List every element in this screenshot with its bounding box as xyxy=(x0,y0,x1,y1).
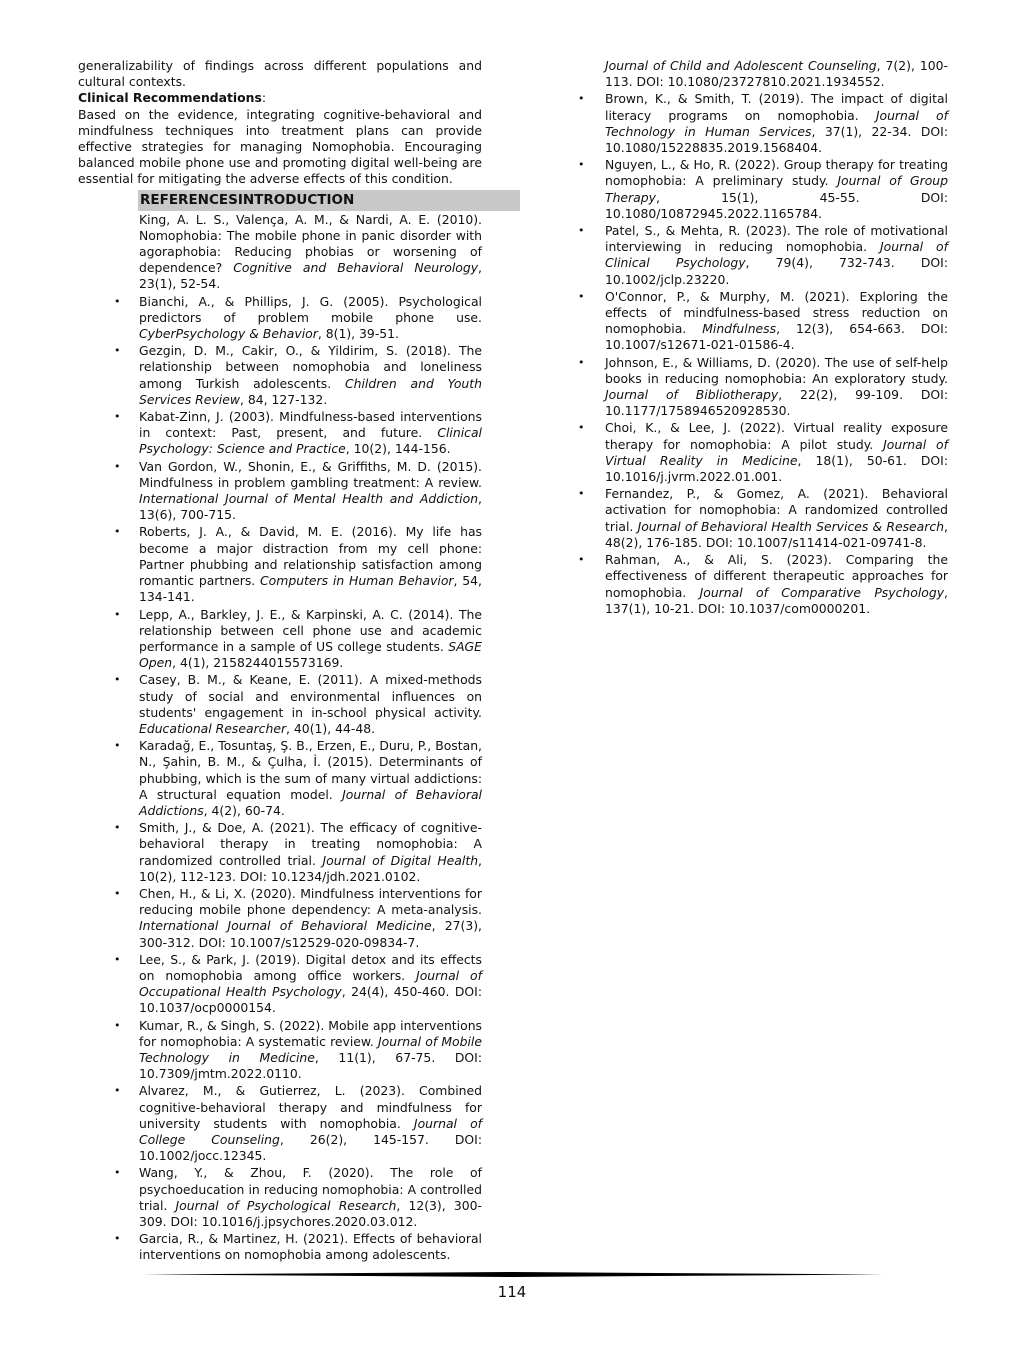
reference-journal: Journal of Child and Adolescent Counseling xyxy=(605,58,877,73)
reference-item xyxy=(578,91,948,156)
reference-text: Lepp, A., Barkley, J. E., & Karpinski, A. C. (2014). The relationship between cell phone use and academic performance in a sample of US college students. xyxy=(139,606,482,654)
reference-item xyxy=(78,212,482,293)
reference-journal: Journal of Digital Health xyxy=(322,852,479,868)
reference-text: Van Gordon, W., Shonin, E., & Griffiths, M. D. (2015). Mindfulness in problem gambling treatment: A review. xyxy=(139,458,482,490)
reference-details: , 37(1), 22-34. DOI: 10.1080/15228835.2019.1568404. xyxy=(605,123,949,156)
reference-journal: Journal of Mobile Technology in Medicine xyxy=(139,1033,482,1065)
reference-item xyxy=(78,524,482,605)
footer-rule xyxy=(142,1272,884,1277)
reference-text: Brown, K., & Smith, T. (2019). The impact of digital literacy programs on nomophobia. xyxy=(605,91,948,123)
reference-details: , 137(1), 10-21. DOI: 10.1037/com0000201. xyxy=(605,584,948,616)
reference-details: , 7(2), 100-113. DOI: 10.1080/23727810.2021.1934552. xyxy=(605,58,949,90)
reference-item xyxy=(78,409,482,458)
reference-details: , 11(1), 67-75. DOI: 10.7309/jmtm.2022.0110. xyxy=(139,1049,482,1082)
clinical-heading-colon: : xyxy=(261,90,267,106)
reference-details: , 22(2), 99-109. DOI: 10.1177/1758946520928530. xyxy=(605,387,948,419)
reference-text: Lee, S., & Park, J. (2019). Digital detox and its effects on nomophobia among office workers. xyxy=(139,951,482,983)
reference-item xyxy=(578,289,948,354)
reference-item xyxy=(78,294,482,343)
reference-item xyxy=(578,552,948,617)
reference-item xyxy=(578,223,948,288)
reference-details: , 27(3), 300-312. DOI: 10.1007/s12529-020-09834-7. xyxy=(139,918,482,950)
reference-text: Smith, J., & Doe, A. (2021). The efficacy of cognitive-behavioral therapy in treating nomophobia: A randomized controlled trial. xyxy=(139,820,482,868)
reference-text: Rahman, A., & Ali, S. (2023). Comparing the effectiveness of different therapeutic approaches for nomophobia. xyxy=(605,552,948,600)
reference-item xyxy=(78,607,482,672)
reference-text: Bianchi, A., & Phillips, J. G. (2005). Psychological predictors of problem mobile phone use. xyxy=(139,293,482,325)
reference-text: Gezgin, D. M., Cakir, O., & Yildirim, S. (2018). The relationship between nomophobia and loneliness among Turkish adolescents. xyxy=(139,343,482,391)
reference-details: , 15(1), 45-55. DOI: 10.1080/10872945.2022.1165784. xyxy=(605,189,948,221)
reference-item xyxy=(578,58,948,90)
reference-journal: Cognitive and Behavioral Neurology xyxy=(233,260,479,276)
reference-item xyxy=(78,886,482,951)
reference-text: Fernandez, P., & Gomez, A. (2021). Behavioral activation for nomophobia: A randomized controlled trial. xyxy=(605,486,948,534)
reference-item xyxy=(578,355,948,420)
reference-journal: Journal of Comparative Psychology xyxy=(699,584,945,600)
reference-item xyxy=(578,420,948,485)
reference-item xyxy=(78,1018,482,1083)
reference-journal: Clinical Psychology: Science and Practice xyxy=(139,425,482,457)
reference-text: Alvarez, M., & Gutierrez, L. (2023). Combined cognitive-behavioral therapy and mindfulness for university students with nomophobia. xyxy=(139,1083,482,1131)
reference-text: Nguyen, L., & Ho, R. (2022). Group therapy for treating nomophobia: A preliminary study. xyxy=(605,157,948,189)
reference-text: Casey, B. M., & Keane, E. (2011). A mixed-methods study of social and environmental influences on students' engagement in in-school physical activity. xyxy=(139,672,482,720)
reference-item xyxy=(78,1165,482,1230)
reference-text: Roberts, J. A., & David, M. E. (2016). My life has become a major distraction from my cell phone: Partner phubbing and relationship satisfaction among romantic partners. xyxy=(139,524,482,589)
reference-item xyxy=(78,1231,482,1263)
reference-journal: International Journal of Behavioral Medicine xyxy=(139,918,432,934)
reference-text: Kumar, R., & Singh, S. (2022). Mobile app interventions for nomophobia: A systematic review. xyxy=(139,1017,482,1049)
reference-details: , 79(4), 732-743. DOI: 10.1002/jclp.23220. xyxy=(605,255,948,287)
reference-item xyxy=(578,157,948,222)
reference-text: Choi, K., & Lee, J. (2022). Virtual reality exposure therapy for nomophobia: A pilot study. xyxy=(605,420,948,452)
reference-details: , 40(1), 44-48. xyxy=(286,720,376,736)
reference-details: , 10(2), 144-156. xyxy=(345,441,451,457)
reference-item xyxy=(78,459,482,524)
reference-item xyxy=(78,738,482,819)
reference-item xyxy=(78,343,482,408)
reference-journal: Journal of Technology in Human Services xyxy=(605,107,948,139)
footer-rule-shape xyxy=(142,1272,884,1277)
reference-journal: Educational Researcher xyxy=(139,720,287,736)
reference-journal: Journal of Bibliotherapy xyxy=(605,387,779,403)
reference-details: , 8(1), 39-51. xyxy=(317,326,399,342)
reference-details: , 54, 134-141. xyxy=(139,573,482,605)
reference-item xyxy=(78,820,482,885)
reference-item xyxy=(78,672,482,737)
reference-journal: Computers in Human Behavior xyxy=(260,573,454,589)
reference-text: Johnson, E., & Williams, D. (2020). The use of self-help books in reducing nomophobia: An exploratory study. xyxy=(605,354,948,386)
reference-text: O'Connor, P., & Murphy, M. (2021). Exploring the effects of mindfulness-based stress reduction on nomophobia. xyxy=(605,288,948,337)
reference-details: , 13(6), 700-715. xyxy=(139,491,482,523)
reference-journal: CyberPsychology & Behavior xyxy=(139,326,318,342)
reference-details: , 18(1), 50-61. DOI: 10.1016/j.jvrm.2022.01.001. xyxy=(605,452,949,485)
reference-details: , 23(1), 52-54. xyxy=(139,260,482,292)
reference-details: , 12(3), 300-309. DOI: 10.1016/j.jpsychores.2020.03.012. xyxy=(139,1197,482,1230)
reference-text: Chen, H., & Li, X. (2020). Mindfulness interventions for reducing mobile phone dependency: A meta-analysis. xyxy=(139,885,482,918)
reference-journal: Journal of Group Therapy xyxy=(605,173,948,205)
reference-journal: Journal of College Counseling xyxy=(139,1115,483,1147)
page-number: 114 xyxy=(497,1283,527,1301)
reference-journal: Journal of Clinical Psychology xyxy=(605,239,948,271)
references-list-right xyxy=(578,58,948,617)
reference-journal: Journal of Behavioral Addictions xyxy=(139,786,482,818)
reference-item xyxy=(78,1083,482,1164)
reference-text: Kabat-Zinn, J. (2003). Mindfulness-based interventions in context: Past, present, and future. xyxy=(139,409,482,441)
reference-item xyxy=(578,486,948,551)
reference-text: Karadağ, E., Tosuntaş, Ş. B., Erzen, E., Duru, P., Bostan, N., Şahin, B. M., & Çulha, İ. (2015). Determinants of phubbing, which is the sum of many virtual addictions: A structural equation model. xyxy=(139,738,482,802)
reference-journal: Children and Youth Services Review xyxy=(139,375,482,407)
references-list-left xyxy=(78,212,482,1264)
reference-journal: International Journal of Mental Health and Addiction xyxy=(139,491,479,507)
reference-details: , 26(2), 145-157. DOI: 10.1002/jocc.12345. xyxy=(139,1132,483,1164)
reference-details: , 4(1), 2158244015573169. xyxy=(172,655,344,671)
reference-text: Garcia, R., & Martinez, H. (2021). Effects of behavioral interventions on nomophobia among adolescents. xyxy=(139,1231,482,1263)
reference-details: , 10(2), 112-123. DOI: 10.1234/jdh.2021.0102. xyxy=(139,852,482,884)
clinical-recommendations-text: Based on the evidence, integrating cognitive-behavioral and mindfulness techniques into treatment plans can provide effective strategies for managing Nomophobia. Encouraging balanced mobile phone use and promoting digital well-being are essential for mitigating the adverse effects of this condition. xyxy=(78,106,482,187)
references-heading: REFERENCESINTRODUCTION xyxy=(138,190,520,211)
reference-details: , 48(2), 176-185. DOI: 10.1007/s11414-021-09741-8. xyxy=(605,518,948,550)
clinical-recommendations-heading xyxy=(78,90,482,106)
reference-item xyxy=(78,952,482,1017)
left-column xyxy=(78,58,482,1265)
reference-details: , 24(4), 450-460. DOI: 10.1037/ocp0000154. xyxy=(139,984,482,1016)
reference-text: Patel, S., & Mehta, R. (2023). The role of motivational interviewing in reducing nomophobia. xyxy=(605,223,948,255)
reference-details: , 84, 127-132. xyxy=(239,391,328,407)
reference-text: King, A. L. S., Valença, A. M., & Nardi, A. E. (2010). Nomophobia: The mobile phone in panic disorder with agoraphobia: Reducing phobias or worsening of dependence? xyxy=(139,211,482,276)
reference-journal: Mindfulness xyxy=(702,321,777,337)
reference-journal: Journal of Behavioral Health Services & Research xyxy=(637,518,945,534)
reference-details: , 4(2), 60-74. xyxy=(203,802,285,818)
reference-journal: Journal of Psychological Research xyxy=(175,1197,397,1213)
clinical-heading-text: Clinical Recommendations xyxy=(78,90,262,106)
reference-details: , 12(3), 654-663. DOI: 10.1007/s12671-021-01586-4. xyxy=(605,321,948,353)
reference-journal: SAGE Open xyxy=(139,638,482,671)
reference-text: Wang, Y., & Zhou, F. (2020). The role of psychoeducation in reducing nomophobia: A controlled trial. xyxy=(139,1165,482,1213)
intro-continuation: generalizability of findings across different populations and cultural contexts. xyxy=(78,58,482,90)
right-column xyxy=(578,58,948,618)
reference-journal: Journal of Occupational Health Psychology xyxy=(139,967,483,1000)
reference-journal: Journal of Virtual Reality in Medicine xyxy=(605,436,948,468)
